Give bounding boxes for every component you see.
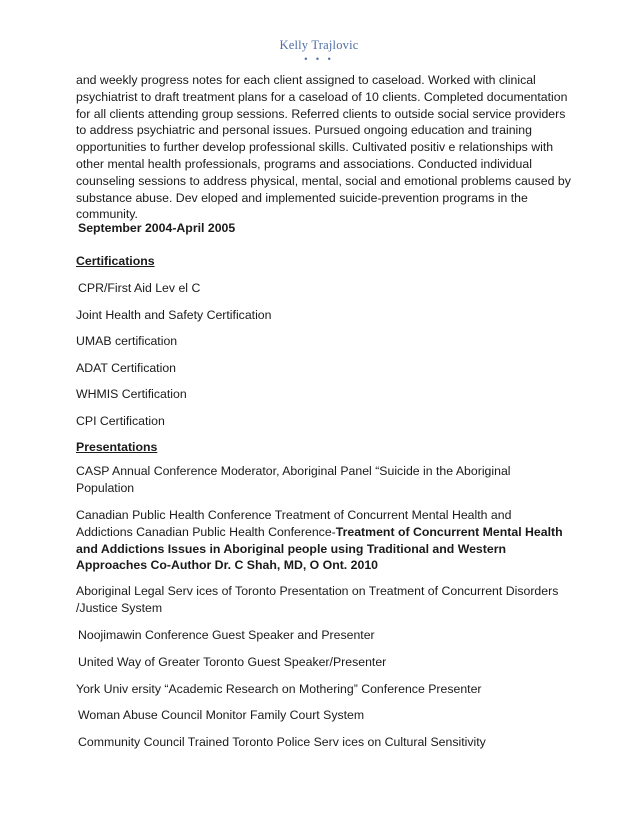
header-name: Kelly Trajlovic bbox=[279, 38, 359, 52]
presentation-casp: CASP Annual Conference Moderator, Aboriginal Panel “Suicide in the Aboriginal Population bbox=[76, 464, 511, 495]
certification-item: Joint Health and Safety Certification bbox=[76, 308, 272, 322]
experience-paragraph: and weekly progress notes for each client assigned to caseload. Worked with clinical psychiatrist to draft treatment plans for a caseload of 10 clients. Completed documentation for all clients attending group sessions. Referred clients to outside social service providers to address psychiatric and personal issues. Pursued ongoing education and training opportunities to further develop professional skills. Cultivated positiv e relationships with other mental health professionals, programs and associations. Conducted individual counseling sessions to address physical, mental, social and emotional problems caused by substance abuse. Dev eloped and implemented suicide-prevention programs in the community. bbox=[76, 73, 571, 222]
presentation-cphc bbox=[76, 507, 564, 574]
presentation-cphc-title: Canadian Public Health Conference Treatment of Concurrent Mental Health and Addictions Canadian Public Health Conference- bbox=[76, 508, 512, 539]
presentation-item: Noojimawin Conference Guest Speaker and Presenter bbox=[78, 628, 375, 642]
certification-item: CPR/First Aid Lev el C bbox=[78, 281, 201, 295]
presentation-item: York Univ ersity “Academic Research on Mothering” Conference Presenter bbox=[76, 682, 482, 696]
presentation-item: Community Council Trained Toronto Police Serv ices on Cultural Sensitivity bbox=[78, 735, 486, 749]
presentation-item: United Way of Greater Toronto Guest Speaker/Presenter bbox=[78, 655, 387, 669]
certification-item: CPI Certification bbox=[76, 414, 165, 428]
experience-dates: September 2004-April 2005 bbox=[78, 221, 236, 235]
presentation-aboriginal-legal: Aboriginal Legal Serv ices of Toronto Presentation on Treatment of Concurrent Disorders /Justice System bbox=[76, 584, 559, 615]
presentation-cphc-bold: Treatment of Concurrent Mental Health and Addictions Issues in Aboriginal people using Traditional and Western Approaches Co-Author Dr. C Shah, MD, O Ont. 2010 bbox=[76, 524, 563, 573]
certifications-heading: Certifications bbox=[76, 254, 155, 268]
presentation-item: Woman Abuse Council Monitor Family Court System bbox=[78, 708, 365, 722]
header-divider-dots: • • • bbox=[304, 54, 334, 64]
presentations-heading: Presentations bbox=[76, 440, 158, 454]
certification-item: WHMIS Certification bbox=[76, 387, 187, 401]
certification-item: ADAT Certification bbox=[76, 361, 177, 375]
certification-item: UMAB certification bbox=[76, 334, 178, 348]
